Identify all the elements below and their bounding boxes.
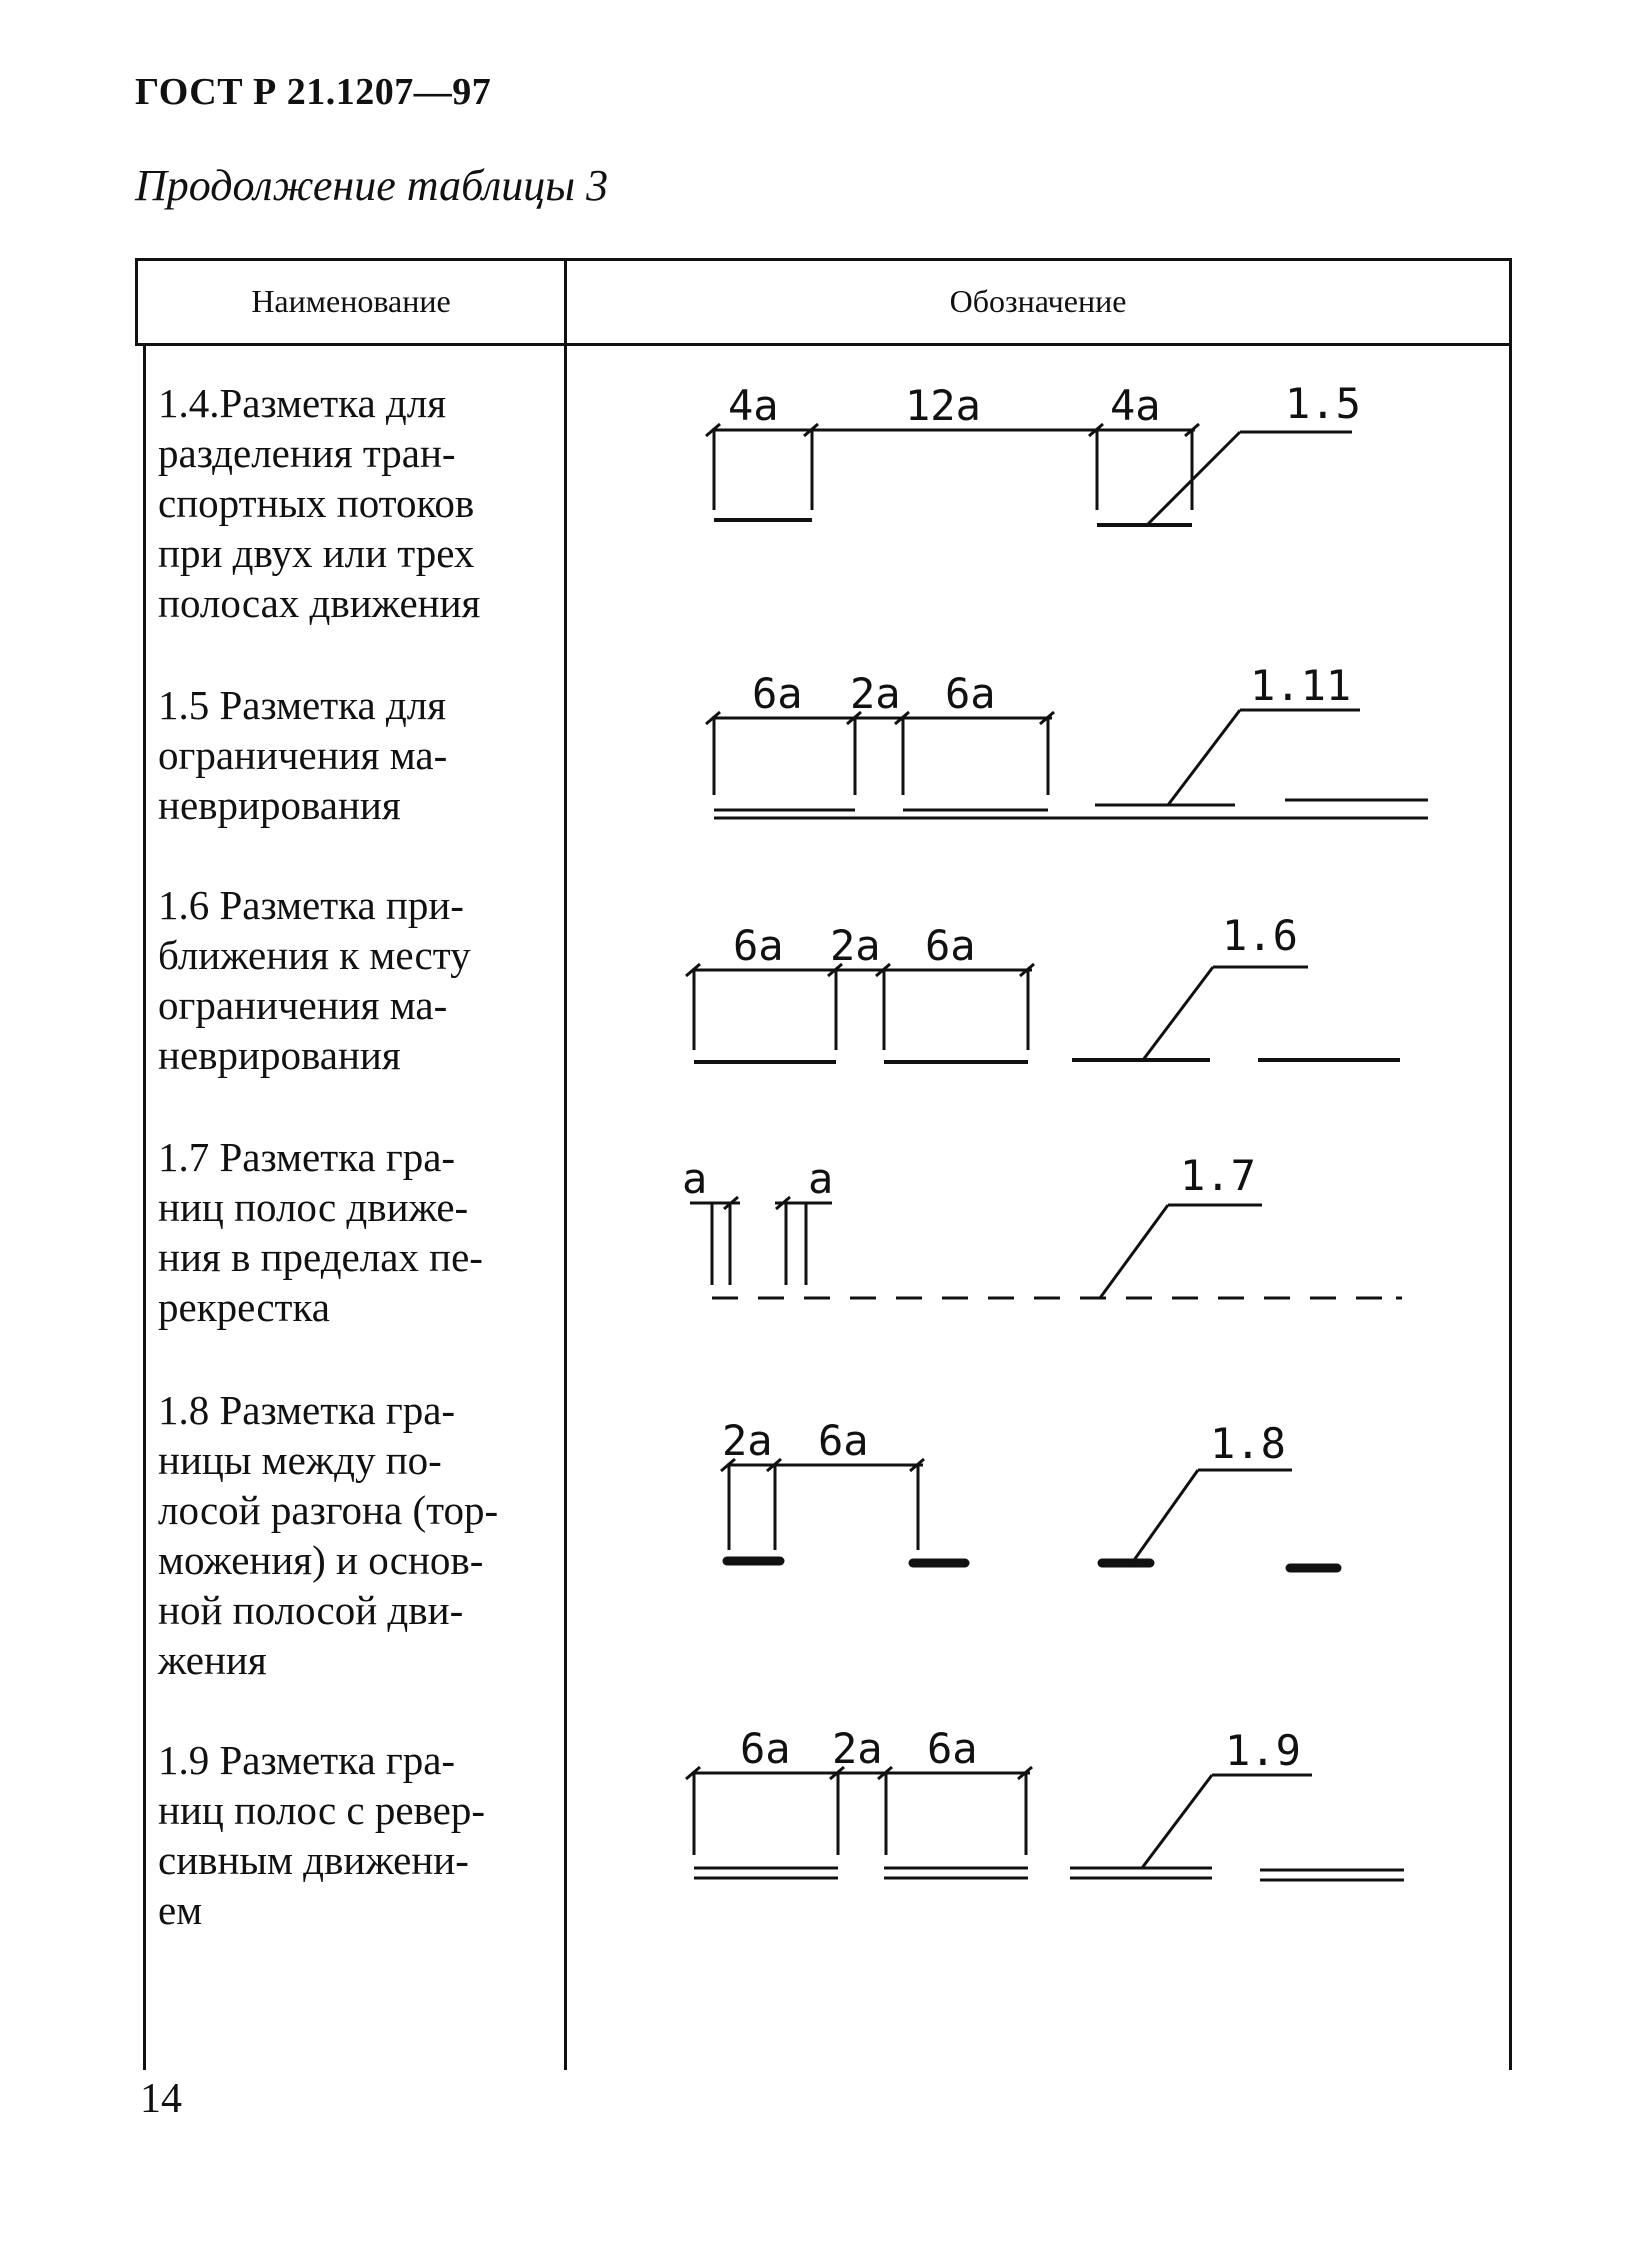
dimension-label: 4a <box>728 381 779 430</box>
column-header-name: Наименование <box>251 282 451 319</box>
table-continuation-title: Продолжение таблицы 3 <box>135 161 609 210</box>
row-name: 1.4.Разметка для разделения тран- спортных потоков при двух или трех полосах движения <box>158 380 481 626</box>
standard-code: ГОСТ Р 21.1207—97 <box>135 71 492 113</box>
dimension-label: 6a <box>945 669 996 718</box>
row-name: 1.7 Разметка гра- ниц полос движе- ния в пределах пе- рекрестка <box>158 1134 483 1330</box>
row-name: 1.9 Разметка гра- ниц полос с ревер- сивным движени- ем <box>158 1737 486 1933</box>
dimension-label: 6a <box>733 921 784 970</box>
page-number: 14 <box>140 2076 182 2122</box>
row-name: 1.5 Разметка для ограничения ма- неврирования <box>158 682 448 828</box>
dimension-label: 2a <box>722 1416 773 1465</box>
dimension-label: 12a <box>905 381 981 430</box>
marking-drawing-1-9 <box>686 1724 1404 1880</box>
dimension-label: 2a <box>850 669 901 718</box>
dimension-label: a <box>808 1154 834 1203</box>
dimension-label: 6a <box>925 921 976 970</box>
marking-code-label: 1.9 <box>1225 1726 1301 1775</box>
dimension-label: 6a <box>818 1416 869 1465</box>
dimension-label: 6a <box>740 1724 791 1773</box>
dimension-label: 6a <box>927 1724 978 1773</box>
column-header-designation: Обозначение <box>949 282 1127 319</box>
marking-drawing-1-5 <box>706 661 1428 818</box>
marking-drawing-1-6 <box>686 911 1400 1062</box>
marking-code-label: 1.5 <box>1285 379 1361 428</box>
row-name: 1.6 Разметка при- ближения к месту ограничения ма- неврирования <box>158 882 471 1078</box>
marking-drawing-1-8 <box>721 1416 1337 1568</box>
dimension-label: 2a <box>830 921 881 970</box>
marking-code-label: 1.8 <box>1210 1419 1286 1468</box>
dimension-label: 6a <box>752 669 803 718</box>
dimension-label: 4a <box>1110 381 1161 430</box>
row-name: 1.8 Разметка гра- ницы между по- лосой разгона (тор- можения) и основ- ной полосой дви- жения <box>158 1387 499 1683</box>
dimension-label: 2a <box>832 1724 883 1773</box>
marking-drawing-1-7 <box>682 1151 1402 1298</box>
marking-code-label: 1.7 <box>1180 1151 1256 1200</box>
marking-code-label: 1.6 <box>1222 911 1298 960</box>
marking-code-label: 1.11 <box>1250 661 1352 710</box>
marking-drawing-1-4 <box>706 379 1361 525</box>
dimension-label: a <box>682 1154 708 1203</box>
